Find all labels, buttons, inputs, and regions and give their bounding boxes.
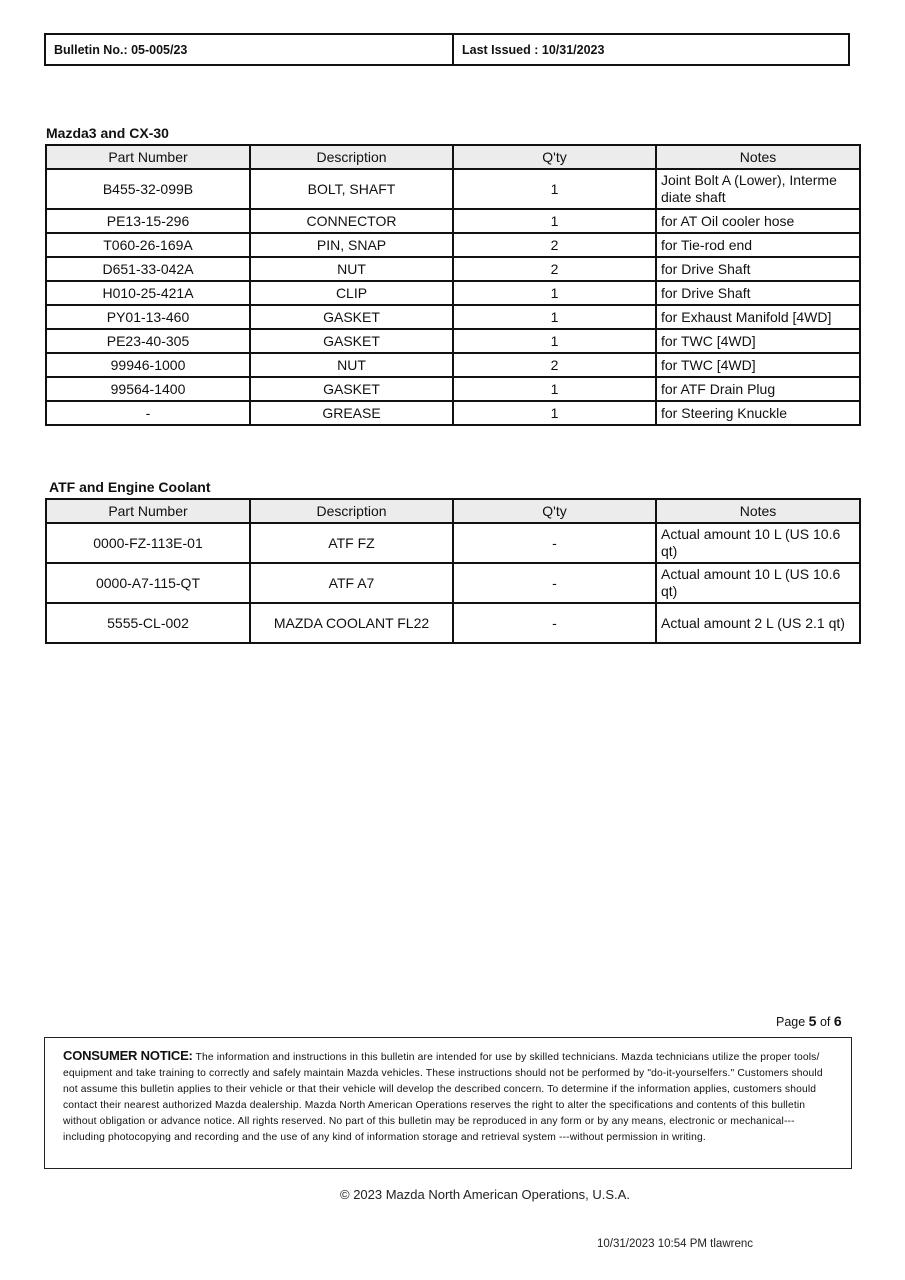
col-header-notes: Notes bbox=[656, 499, 860, 523]
cell-qty: 1 bbox=[453, 209, 656, 233]
cell-notes: for TWC [4WD] bbox=[656, 353, 860, 377]
table-row bbox=[46, 305, 860, 329]
cell-notes: for ATF Drain Plug bbox=[656, 377, 860, 401]
cell-part-number: H010-25-421A bbox=[46, 281, 250, 305]
page-of: of bbox=[816, 1015, 834, 1029]
table-row bbox=[46, 523, 860, 563]
col-header-notes: Notes bbox=[656, 145, 860, 169]
cell-part-number: D651-33-042A bbox=[46, 257, 250, 281]
cell-part-number: T060-26-169A bbox=[46, 233, 250, 257]
cell-qty: 1 bbox=[453, 281, 656, 305]
cell-qty: 1 bbox=[453, 305, 656, 329]
cell-description: CONNECTOR bbox=[250, 209, 453, 233]
page-prefix: Page bbox=[776, 1015, 809, 1029]
consumer-notice-body: The information and instructions in this bulletin are intended for use by skilled technicians. Mazda technicians utilize the proper tools/ equipment and take training to correctly and safely maintain Mazda vehicles. These instructions should not be performed by "do-it-yourselfers." Customers should not assume this bulletin applies to their vehicle or that their vehicle will develop the described concern. To determine if the information applies, customers should contact their nearest authorized Mazda dealership. Mazda North American Operations reserves the right to alter the specifications and contents of this bulletin without obligation or advance notice. All rights reserved. No part of this bulletin may be reproduced in any form or by any means, electronic or mechanical---including photocopying and recording and the use of any kind of information storage and retrieval system ---without permission in writing. bbox=[63, 1052, 823, 1143]
cell-description: MAZDA COOLANT FL22 bbox=[250, 603, 453, 643]
cell-qty: 1 bbox=[453, 169, 656, 209]
cell-description: PIN, SNAP bbox=[250, 233, 453, 257]
cell-description: GREASE bbox=[250, 401, 453, 425]
cell-description: NUT bbox=[250, 257, 453, 281]
cell-part-number: PE23-40-305 bbox=[46, 329, 250, 353]
cell-notes: Joint Bolt A (Lower), Interme diate shaft bbox=[656, 169, 860, 209]
cell-qty: 2 bbox=[453, 233, 656, 257]
cell-notes: for Drive Shaft bbox=[656, 281, 860, 305]
cell-description: GASKET bbox=[250, 305, 453, 329]
cell-notes: for Tie-rod end bbox=[656, 233, 860, 257]
parts-table-mazda3-cx30 bbox=[45, 144, 861, 426]
cell-notes: Actual amount 10 L (US 10.6 qt) bbox=[656, 523, 860, 563]
consumer-notice-lead: CONSUMER NOTICE: bbox=[63, 1048, 193, 1063]
bulletin-number: Bulletin No.: 05-005/23 bbox=[46, 35, 454, 64]
page-total: 6 bbox=[833, 1013, 842, 1029]
cell-notes: Actual amount 2 L (US 2.1 qt) bbox=[656, 603, 860, 643]
col-header-part-number: Part Number bbox=[46, 145, 250, 169]
cell-qty: 1 bbox=[453, 329, 656, 353]
col-header-qty: Q'ty bbox=[453, 499, 656, 523]
copyright: © 2023 Mazda North American Operations, U.S.A. bbox=[340, 1187, 630, 1202]
cell-description: GASKET bbox=[250, 329, 453, 353]
cell-qty: - bbox=[453, 523, 656, 563]
page-number bbox=[776, 1013, 842, 1029]
section-title-atf-coolant: ATF and Engine Coolant bbox=[49, 479, 211, 495]
table-row bbox=[46, 209, 860, 233]
page-current: 5 bbox=[808, 1013, 817, 1029]
cell-part-number: PY01-13-460 bbox=[46, 305, 250, 329]
table-header-row bbox=[46, 145, 860, 169]
cell-part-number: B455-32-099B bbox=[46, 169, 250, 209]
parts-table-atf-coolant bbox=[45, 498, 861, 644]
table-row bbox=[46, 603, 860, 643]
cell-notes: for TWC [4WD] bbox=[656, 329, 860, 353]
print-timestamp: 10/31/2023 10:54 PM tlawrenc bbox=[597, 1238, 753, 1250]
cell-part-number: 5555-CL-002 bbox=[46, 603, 250, 643]
cell-qty: 1 bbox=[453, 377, 656, 401]
table-row bbox=[46, 377, 860, 401]
table-row bbox=[46, 169, 860, 209]
cell-part-number: 0000-A7-115-QT bbox=[46, 563, 250, 603]
table-row bbox=[46, 563, 860, 603]
col-header-qty: Q'ty bbox=[453, 145, 656, 169]
table-row bbox=[46, 257, 860, 281]
consumer-notice bbox=[44, 1037, 852, 1169]
table-row bbox=[46, 401, 860, 425]
table-row bbox=[46, 281, 860, 305]
cell-description: ATF A7 bbox=[250, 563, 453, 603]
bulletin-header bbox=[44, 33, 850, 66]
cell-part-number: - bbox=[46, 401, 250, 425]
cell-notes: Actual amount 10 L (US 10.6 qt) bbox=[656, 563, 860, 603]
cell-qty: 1 bbox=[453, 401, 656, 425]
cell-part-number: PE13-15-296 bbox=[46, 209, 250, 233]
cell-qty: - bbox=[453, 603, 656, 643]
table-header-row bbox=[46, 499, 860, 523]
cell-description: BOLT, SHAFT bbox=[250, 169, 453, 209]
cell-part-number: 0000-FZ-113E-01 bbox=[46, 523, 250, 563]
cell-notes: for Steering Knuckle bbox=[656, 401, 860, 425]
cell-description: GASKET bbox=[250, 377, 453, 401]
cell-notes: for Exhaust Manifold [4WD] bbox=[656, 305, 860, 329]
cell-part-number: 99946-1000 bbox=[46, 353, 250, 377]
cell-description: ATF FZ bbox=[250, 523, 453, 563]
col-header-part-number: Part Number bbox=[46, 499, 250, 523]
last-issued: Last Issued : 10/31/2023 bbox=[462, 42, 605, 57]
cell-qty: - bbox=[453, 563, 656, 603]
table-row bbox=[46, 353, 860, 377]
cell-notes: for AT Oil cooler hose bbox=[656, 209, 860, 233]
col-header-description: Description bbox=[250, 499, 453, 523]
table-row bbox=[46, 233, 860, 257]
section-title-mazda3-cx30: Mazda3 and CX-30 bbox=[46, 125, 169, 141]
cell-description: CLIP bbox=[250, 281, 453, 305]
cell-qty: 2 bbox=[453, 353, 656, 377]
cell-part-number: 99564-1400 bbox=[46, 377, 250, 401]
table-row bbox=[46, 329, 860, 353]
cell-notes: for Drive Shaft bbox=[656, 257, 860, 281]
cell-qty: 2 bbox=[453, 257, 656, 281]
col-header-description: Description bbox=[250, 145, 453, 169]
cell-description: NUT bbox=[250, 353, 453, 377]
